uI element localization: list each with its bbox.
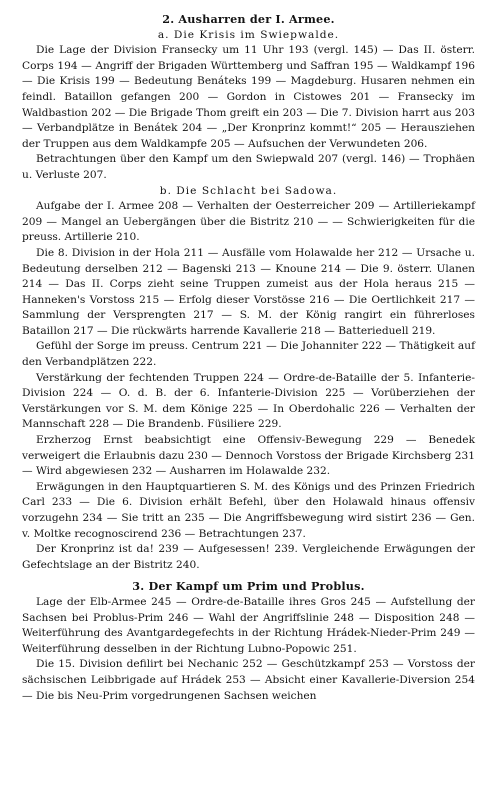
section-heading: 2. Ausharren der I. Armee. — [162, 12, 335, 26]
section-2 — [22, 12, 475, 573]
paragraph: Aufgabe der I. Armee 208 — Verhalten der Oesterreicher 209 — Artilleriekampf 209 — Mangel an Uebergängen über die Bistritz 210 — — Schwierigkeiten für die preuss. Artillerie 210. — [22, 200, 475, 244]
paragraph: Verstärkung der fechtenden Truppen 224 — Ordre-de-Bataille der 5. Infanterie-Division 224 — O. d. B. der 6. Infanterie-Division 225 — Vorüberziehen der Verstärkungen vor S. M. dem Könige 225 — In Oberdohalic 226 — Verhalten der Mannschaft 228 — Die Brandenb. Füsiliere 229. — [22, 371, 475, 431]
paragraph: Die Lage der Division Fransecky um 11 Uhr 193 (vergl. 145) — Das II. österr. Corps 194 — Angriff der Brigaden Württemberg und Saffran 195 — Waldkampf 196 — Die Krisis 199 — Bedeutung Benáteks 199 — Magdeburg. Husaren nehmen ein feindl. Bataillon gefangen 200 — Gordon in Cistowes 201 — Fransecky im Waldbastion 202 — Die Brigade Thom greift ein 203 — Die 7. Division harrt aus 203 — Verbandplätze in Benátek 204 — „Der Kronprinz kommt!“ 205 — Herausziehen der Truppen aus dem Waldkampfe 205 — Aufsuchen der Verwundeten 206. — [22, 44, 475, 150]
section-heading: 3. Der Kampf um Prim und Problus. — [132, 579, 365, 594]
paragraph: Gefühl der Sorge im preuss. Centrum 221 — Die Johanniter 222 — Thätigkeit auf den Verbandplätzen 222. — [22, 340, 475, 369]
section-3 — [22, 579, 475, 704]
paragraph: Erzherzog Ernst beabsichtigt eine Offensiv-Bewegung 229 — Benedek verweigert die Erlaubnis dazu 230 — Dennoch Vorstoss der Brigade Kirchsberg 231 — Wird abgewiesen 232 — Ausharren im Holawalde 232. — [22, 434, 475, 478]
paragraph: Die 15. Division defilirt bei Nechanic 252 — Geschützkampf 253 — Vorstoss der sächsischen Leibbrigade auf Hrádek 253 — Absicht einer Kavallerie-Diversion 254 — Die bis Neu-Prim vorgedrungenen Sachsen weichen — [22, 658, 475, 702]
paragraph: Lage der Elb-Armee 245 — Ordre-de-Bataille ihres Gros 245 — Aufstellung der Sachsen bei Problus-Prim 246 — Wahl der Angriffslinie 248 — Disposition 248 — Weiterführung des Avantgardegefechts in der Richtung Hrádek-Nieder-Prim 249 — Weiterführung desselben in der Richtung Lubno-Popowic 251. — [22, 595, 475, 655]
paragraph: Die 8. Division in der Hola 211 — Ausfälle vom Holawalde her 212 — Ursache u. Bedeutung derselben 212 — Bagenski 213 — Knoune 214 — Die 9. österr. Ulanen 214 — Das II. Corps zieht seine Truppen zumeist aus der Hola heraus 215 — Hanneken's Vorstoss 215 — Erfolg dieser Vorstösse 216 — Die Oertlichkeit 217 — Sammlung der Versprengten 217 — S. M. der König rangirt ein führerloses Bataillon 217 — Die rückwärts harrende Kavallerie 218 — Batterieduell 219. — [22, 246, 475, 337]
subsection-heading: a. Die Krisis im Swiepwalde. — [157, 28, 340, 41]
paragraph: Erwägungen in den Hauptquartieren S. M. des Königs und des Prinzen Friedrich Carl 233 — Die 6. Division erhält Befehl, über den Holawald hinaus offensiv vorzugehn 234 — Sie tritt an 235 — Die Angriffsbewegung wird sistirt 236 — Gen. v. Moltke recognoscirend 236 — Betrachtungen 237. — [22, 480, 475, 540]
subsection-heading: b. Die Schlacht bei Sadowa. — [159, 184, 338, 197]
paragraph: Der Kronprinz ist da! 239 — Aufgesessen! 239. Vergleichende Erwägungen der Gefechtslage an der Bistritz 240. — [22, 543, 475, 571]
paragraph: Betrachtungen über den Kampf um den Swiepwald 207 (vergl. 146) — Trophäen u. Verluste 207. — [22, 153, 475, 181]
